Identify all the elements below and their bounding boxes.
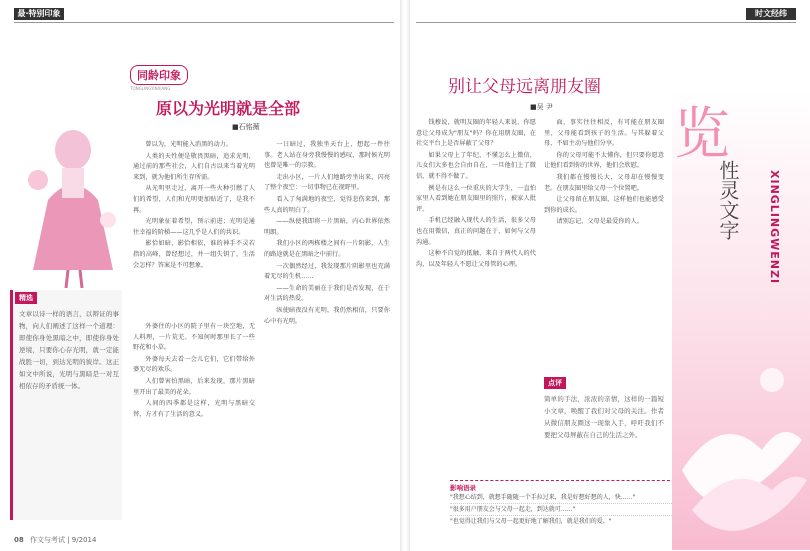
right-page <box>410 0 810 551</box>
quote-label: 影响语录 <box>450 484 476 492</box>
left-col2-para: 纵使暗夜没有光明，我仍然相信，只要你心中有光明。 <box>264 306 390 325</box>
left-col-1 <box>133 140 255 310</box>
right-col2-para: 面，事实往往相反，有可能在朋友圈里，父母能看到孩子的生活。与其躲着父母，不如主动与他们分享。 <box>544 119 664 148</box>
left-col1b-para: 外婆每天去看一会儿它们，它们带给外婆无尽的欢乐。 <box>133 355 255 374</box>
big-character: 览 <box>674 102 730 167</box>
note-text: 简单的手法，浓浓的亲情，这样的一篇短小文章，唤醒了我们对父母的关注。作者从微信朋友圈这一现象入手，呼吁我们不要把父母屏蔽在自己的生活之外。 <box>544 395 664 439</box>
left-col2-para: 我们小区的两栋楼之间有一片阴影，人生的路途就是在黑暗之中前行。 <box>264 240 390 258</box>
swan-illustration <box>672 350 810 550</box>
left-col2-para: 看入了匆满地的夜空，觉得悲伤来到，那些人真的明白了。 <box>264 195 390 214</box>
left-col2-para: ——生命的美丽在于我们是否发现，在于对生活的热爱。 <box>264 284 390 303</box>
right-col2-para: 让父母留在朋友圈，这样他们也能感受到你的成长。 <box>544 196 664 214</box>
left-page <box>0 0 400 551</box>
right-col2-para: 请别忘记，父母是最爱你的人。 <box>556 218 644 226</box>
right-section-tag <box>746 8 796 20</box>
right-note <box>544 370 664 475</box>
left-col-1-bottom <box>133 322 255 522</box>
left-article-author: ■石铭薇 <box>232 123 260 131</box>
quote-item: "很多用户朋友会与父母一起走，到达就可……" <box>450 504 680 516</box>
left-header-rule <box>14 22 394 23</box>
quote-item: "也觉得让我们与父母一起更好地了解我们，就是我们的爱。" <box>450 518 612 525</box>
left-col1b-para: 人间的四季都是这样，光明与黑暗交替，方才有了生活的意义。 <box>133 400 255 418</box>
review-label: 精选 <box>15 292 37 304</box>
magazine-name: 作文与考试 | 9/2014 <box>29 536 97 544</box>
right-col1-para: 手机已经融入现代人的生活，很多父母也在用微信，真正的问题在于，如何与父母沟通。 <box>416 217 536 246</box>
column-badge-en: TONGLINGYINXIANG <box>130 86 171 91</box>
quote-item: "我想心结到，就想手随随一个手拉过来，我是好想好想的人，快……" <box>450 492 680 504</box>
right-col-1 <box>416 118 536 518</box>
column-badge-label: 同龄印象 <box>130 65 188 85</box>
right-col1-para: 例是有这么一位重庆的大学生，一直怕家里人看到她在朋友圈里的照片，被家人批评。 <box>416 184 536 213</box>
note-label: 点评 <box>544 377 566 389</box>
side-chars: 性灵文字 <box>716 160 740 240</box>
left-section-tag <box>14 8 64 20</box>
side-vertical-title <box>718 160 740 240</box>
left-col-2 <box>264 140 390 520</box>
right-col1-para: 钱穆说，就明友圈的年轻人来说，你愿意让父母成为"朋友"吗？你在用朋友圈，在社交平台上是否屏蔽了父母？ <box>416 119 536 148</box>
side-en <box>768 170 781 284</box>
right-col1-para: 这种不自觉的抵触，来自于两代人的代沟，以及年轻人不愿让父母管的心理。 <box>416 250 536 268</box>
left-col1b-para: 外婆住的小区的院子里有一块空地，无人料理，一片荒芜。不知何时那里长了一些野花和小草。 <box>133 323 255 352</box>
left-col2-para: 走出小区，一片人们地路旁坐出来，闪亮了整个夜空：一切事物已在视野里。 <box>264 173 390 192</box>
left-col2-para: 一次偶然经过，我发现那片阴影里也充满着无尽的生机…… <box>264 262 390 281</box>
right-section-tag-label: 时文经纬 <box>746 8 796 20</box>
left-col1-para: 从光明里走过，离开一些火种引燃了人们的希望，人们和光明更加贴近了，是我不再。 <box>133 185 255 214</box>
right-col1-para: 如果父母上了年纪，不懂怎么上微信，儿女们大多也会自由自在，一旦他们上了微信，就不得不做了。 <box>416 151 536 180</box>
column-badge <box>130 64 200 91</box>
quotes-box <box>450 480 680 544</box>
left-col1b-para: 人们曾害怕黑暗，后来发现，那片黑暗里开出了最美的花朵。 <box>133 377 255 396</box>
left-footer <box>14 535 96 545</box>
left-col1-para: 光明象征着希望，预示前进；光明是通往幸福的阶梯——这几乎是人们的共识。 <box>133 218 255 236</box>
left-col1-para: 曾以为，光明能入消黑的动力。 <box>145 141 233 148</box>
girl-illustration <box>18 120 128 290</box>
right-col-2 <box>544 118 664 358</box>
review-text: 文章以诗一样的语言，以辩证的事物，向人们阐述了这样一个道理：即使你身处黑暗之中，即使你身处逆境，只要你心存光明，就一定能战胜一切，到达光明的彼岸。这正如文中所说，光明与黑暗是一对互相依存的矛盾统一体。 <box>19 310 119 390</box>
side-en-label: XINGLINGWENZI <box>768 170 781 285</box>
right-article-author: ■吴 尹 <box>530 103 553 111</box>
left-col2-para: 一日暗过，我独坐天台上，想起一件往事。老人站在身旁我慢慢的感叹，那时候光明也曾是唯一的宗教。 <box>264 141 390 170</box>
page-gutter <box>400 0 410 551</box>
left-col1-para: 人类的天性便是敬畏黑暗，追求光明，通过前的那些社会，人们自古以来当着光明来到，就为他们所生存所需。 <box>133 152 255 181</box>
page-number: 08 <box>14 536 24 544</box>
left-col2-para: ——纵使我即将一片黑暗，内心世界依然明朗。 <box>264 218 390 236</box>
right-col2-para: 我们都在慢慢长大，父母却在慢慢变老。在朋友圈里给父母一个位置吧。 <box>544 173 664 192</box>
left-article-title: 原以为光明就是全部 <box>156 99 301 118</box>
right-article-title: 别让父母远离朋友圈 <box>448 77 601 97</box>
right-header-rule <box>416 22 796 23</box>
left-section-tag-label: 最·特别印象 <box>14 8 64 20</box>
left-review-box <box>10 290 122 520</box>
left-col1-para: 影恰如暗，影恰相依，谁的神手不灵若指的高峰，曾经想过，并一组失钥了，生活会怎样？答案是不可想象。 <box>133 240 255 269</box>
right-col2-para: 你的父母可能不太懂你，但只要你愿意让他们看到你的世界，他们会欣慰。 <box>544 151 664 170</box>
side-panel <box>672 90 810 550</box>
